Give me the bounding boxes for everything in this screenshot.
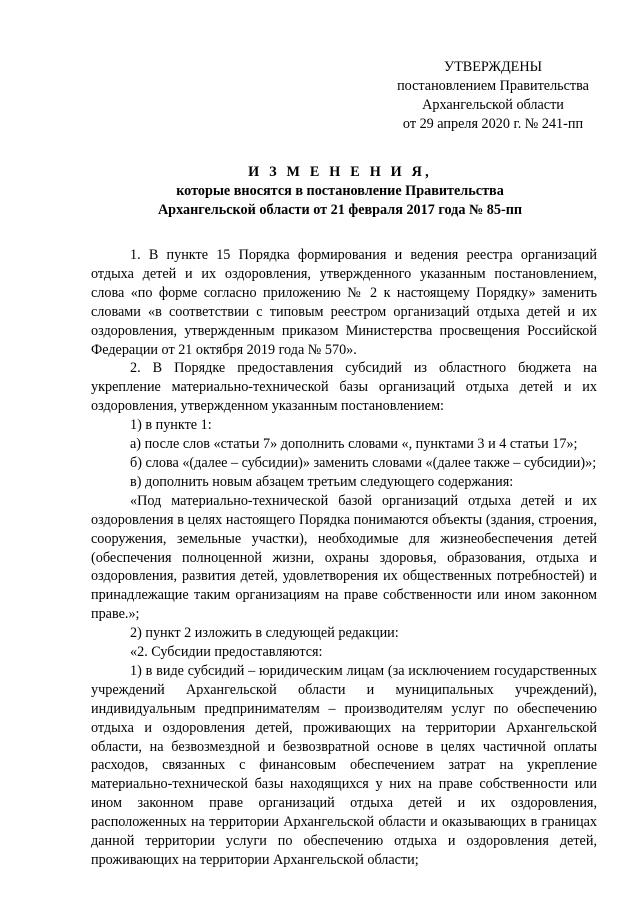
title-subline-2: Архангельской области от 21 февраля 2017 года № 85-пп (157, 202, 523, 218)
approval-line-resolution: постановлением Правительства (397, 78, 589, 94)
document-body (91, 246, 597, 870)
paragraph-item-1: 1. В пункте 15 Порядка формирования и ведения реестра организаций отдыха детей и их оздоровления, утвержденного указанным постановлением, слова «по форме согласно приложению № 2 к настоящему Порядку» заменить словами «в соответствии с типовым реестром организаций отдыха детей и их оздоровления, утвержденным приказом Министерства просвещения Российской Федерации от 21 октября 2019 года № 570». (91, 247, 597, 358)
document-title (90, 163, 590, 220)
approval-title: УТВЕРЖДЕНЫ (444, 59, 542, 75)
paragraph-quote-definition: «Под материально-технической базой организаций отдыха детей и их оздоровления в целях настоящего Порядка понимаются объекты (здания, строения, сооружения, земельные участки), необходимые для жизнеобеспечения детей (обеспечения полноценной жизни, охраны здоровья, образования, отдыха и оздоровления, развития детей, удовлетворения их общественных потребностей) и принадлежащие таким организациям на праве собственности или ином законном праве.»; (91, 492, 597, 623)
paragraph-quote-subitem-1: 1) в виде субсидий – юридическим лицам (за исключением государственных учреждений Архангельской области и муниципальных учреждений), индивидуальным предпринимателям – производителям услуг по обеспечению отдыха и оздоровления детей, проживающих на территории Архангельской области, на безвозмездной и безвозвратной основе в целях частичной оплаты расходов, связанных с финансовым обеспечением затрат на укрепление материально-технической базы находящихся у них на праве собственности или ином законном праве организаций отдыха детей и их оздоровления, расположенных на территории Архангельской области и оказывающих в границах данной территории услуги по обеспечению отдыха и оздоровления детей, проживающих на территории Архангельской области; (91, 662, 597, 868)
paragraph-item-2: 2. В Порядке предоставления субсидий из областного бюджета на укрепление материально-технической базы организаций отдыха детей и их оздоровления, утвержденном указанным постановлением: (91, 360, 597, 415)
paragraph-subitem-a: а) после слов «статьи 7» дополнить словами «, пунктами 3 и 4 статьи 17»; (130, 436, 578, 453)
paragraph-quote-section-2: «2. Субсидии предоставляются: (130, 644, 323, 661)
paragraph-subitem-v: в) дополнить новым абзацем третьим следующего содержания: (130, 473, 514, 490)
approval-line-region: Архангельской области (422, 97, 564, 113)
paragraph-subitem-b: б) слова «(далее – субсидии)» заменить словами «(далее также – субсидии)»; (130, 454, 597, 471)
approval-line-date: от 29 апреля 2020 г. № 241-пп (402, 116, 584, 132)
title-heading: И З М Е Н Е Н И Я, (248, 164, 432, 180)
title-subline-1: которые вносятся в постановление Правительства (176, 183, 504, 199)
paragraph-subitem-1: 1) в пункте 1: (130, 417, 212, 434)
paragraph-subitem-2: 2) пункт 2 изложить в следующей редакции: (130, 625, 399, 642)
approval-stamp (380, 58, 606, 134)
